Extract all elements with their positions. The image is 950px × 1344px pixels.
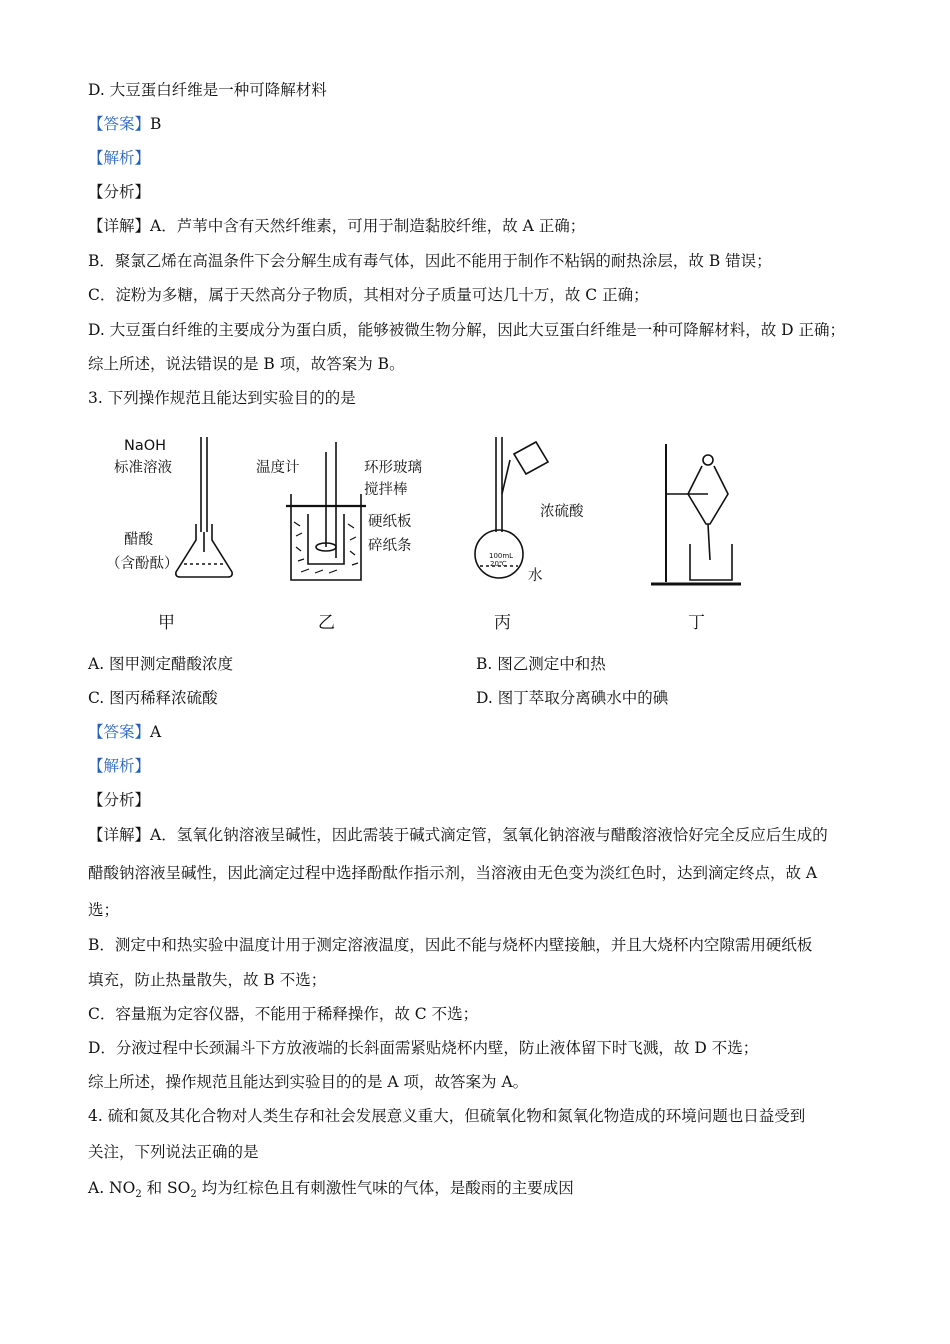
q3-detail-c: C．容量瓶为定容仪器，不能用于稀释操作，故 C 不选；: [88, 1005, 479, 1023]
label-ring-glass: 环形玻璃: [364, 460, 422, 476]
label-stirrer: 搅拌棒: [364, 482, 408, 498]
q3-option-a: A. 图甲测定醋酸浓度: [88, 655, 234, 673]
q4-stem-2: 关注，下列说法正确的是: [88, 1143, 259, 1161]
q2-answer: [88, 114, 161, 134]
q2-detail-b: B．聚氯乙烯在高温条件下会分解生成有毒气体，因此不能用于制作不粘锅的耐热涂层，故 B 错误；: [88, 252, 772, 270]
q3-answer: [88, 722, 161, 742]
q2-fenxi-tag: 【分析】: [88, 183, 151, 201]
q3-detail-b-2: 填充，防止热量散失，故 B 不选；: [88, 971, 327, 989]
label-water: 水: [528, 568, 543, 584]
q4-option-a: A. $NO_2$ 和 $SO_2$ 均为红棕色且有刺激性气味的气体，是酸雨的主要成因: [88, 1179, 574, 1201]
caption-jia: 甲: [158, 613, 175, 633]
q3-detail-a-3: 选；: [88, 901, 120, 919]
q3-stem: 3. 下列操作规范且能达到实验目的的是: [88, 389, 356, 407]
q3-detail-d: D．分液过程中长颈漏斗下方放液端的长斜面需紧贴烧杯内壁，防止液体留下时飞溅，故 D 不选；: [88, 1039, 759, 1057]
q2-summary: 综上所述，说法错误的是 B 项，故答案为 B。: [88, 355, 405, 373]
q3-detail-a-1: 【详解】A．氢氧化钠溶液呈碱性，因此需装于碱式滴定管，氢氧化钠溶液与醋酸溶液恰好完全反应后生成的: [88, 826, 828, 844]
label-acetic-acid: 醋酸: [124, 532, 153, 548]
pouring-beaker: [514, 442, 548, 474]
label-thermometer: 温度计: [256, 460, 300, 476]
q3-detail-b-1: B．测定中和热实验中温度计用于测定溶液温度，因此不能与烧杯内壁接触，并且大烧杯内空隙需用硬纸板: [88, 936, 813, 954]
q2-detail-d: D. 大豆蛋白纤维的主要成分为蛋白质，能够被微生物分解，因此大豆蛋白纤维是一种可降解材料，故 D 正确；: [88, 321, 846, 339]
apparatus-diagram: [96, 432, 856, 632]
q3-option-c: C. 图丙稀释浓硫酸: [88, 689, 218, 707]
caption-bing: 丙: [494, 613, 511, 633]
q3-figure: [96, 432, 856, 632]
funnel-stopper: [703, 455, 713, 465]
answer-tag: 【答案】: [88, 723, 151, 741]
q2-analysis-tag: 【解析】: [88, 149, 151, 167]
q3-option-d: D. 图丁萃取分离碘水中的碘: [476, 689, 669, 707]
separatory-funnel: [688, 466, 728, 524]
answer-tag: 【答案】: [88, 115, 151, 133]
label-standard-solution: 标准溶液: [114, 460, 172, 476]
q3-option-b: B. 图乙测定中和热: [476, 655, 606, 673]
q3-detail-a-2: 醋酸钠溶液呈碱性，因此滴定过程中选择酚酞作指示剂，当溶液由无色变为淡红色时，达到滴定终点，故 A: [88, 864, 818, 882]
detail-tag: 【详解】: [88, 217, 151, 235]
q2-detail-a: 【详解】A．芦苇中含有天然纤维素，可用于制造黏胶纤维，故 A 正确；: [88, 217, 586, 235]
glass-rod: [502, 460, 510, 494]
caption-ding: 丁: [688, 613, 705, 633]
detail-tag: 【详解】: [88, 826, 151, 844]
caption-yi: 乙: [318, 613, 335, 633]
funnel-stem: [708, 524, 710, 560]
q2-option-d: D. 大豆蛋白纤维是一种可降解材料: [88, 81, 327, 99]
answer-value: A: [150, 723, 162, 741]
q2-detail-c: C．淀粉为多糖，属于天然高分子物质，其相对分子质量可达几十万，故 C 正确；: [88, 286, 649, 304]
label-flask-volume: 100mL: [489, 552, 514, 560]
label-naoh: NaOH: [124, 438, 167, 454]
label-cardboard: 硬纸板: [368, 514, 412, 530]
q3-analysis-tag: 【解析】: [88, 757, 151, 775]
q4-stem-1: 4. 硫和氮及其化合物对人类生存和社会发展意义重大，但硫氧化物和氮氧化物造成的环境问题也日益受到: [88, 1107, 806, 1125]
label-paper-scraps: 碎纸条: [368, 538, 412, 554]
answer-value: B: [150, 115, 162, 133]
label-flask-temp: 20℃: [490, 560, 507, 568]
label-conc-sulfuric: 浓硫酸: [540, 504, 584, 520]
q3-summary: 综上所述，操作规范且能达到实验目的的是 A 项，故答案为 A。: [88, 1073, 529, 1091]
receiving-beaker: [690, 544, 732, 580]
q3-fenxi-tag: 【分析】: [88, 791, 151, 809]
label-phenolphthalein: （含酚酞）: [106, 556, 179, 572]
